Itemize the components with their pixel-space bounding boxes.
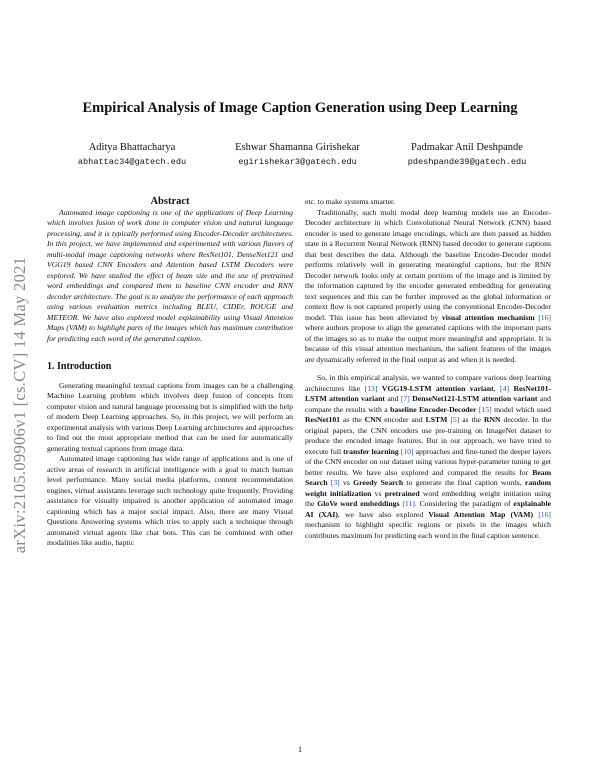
continued-text: etc. to make systems smarter. (305, 197, 396, 206)
citation-link[interactable]: [7] (400, 394, 410, 403)
abstract-text: Automated image captioning is one of the applications of Deep Learning which involves fusion of work done in computer vision and natural language processing, and it is typically performed using Encoder-Decoder architectures. In this project, we have implemented and experimented with various flavors of multi-modal image captioning networks where ResNet101, DenseNet121 and VGG19 based CNN Encoders and Attention based LSTM Decoders were explored. We have studied the effect of beam size and the use of pretrained word embeddings and compared them to baseline CNN encoder and RNN decoder architecture. The goal is to analyze the performance of each approach using various evaluation metrics including BLEU, CIDEr, ROUGE and METEOR. We have also explored model explainability using Visual Attention Maps (VAM) to highlight parts of the images which has maximum contribution for predicting each word of the generated caption. (47, 207, 293, 343)
citation-link[interactable]: [16] (538, 509, 551, 519)
left-column (47, 197, 293, 549)
author-2 (205, 142, 390, 167)
abstract-heading: Abstract (150, 196, 190, 207)
citation-link[interactable]: [16] (538, 312, 551, 322)
author-1 (62, 142, 202, 167)
citation-link[interactable]: [13] (364, 383, 378, 393)
author-name: Padmakar Anil Deshpande (411, 142, 523, 153)
intro-paragraph-2: Automated image captioning has wide range of applications and is one of active areas of research in artificial intelligence with a goal to match human level performance. Many social media platforms, content recommendation engines, virtual assistants leverage such technology quite frequently. Providing assistance for visually impaired is another application of automated image captioning which has a major social impact. Also, there are many Visual Questions Answering systems which tries to apply such a technique through automated virtual agents like chat bots. This can be combined with other modalities like audio, haptic (47, 454, 293, 547)
citation-link[interactable]: [5] (450, 415, 460, 424)
section-heading-introduction: 1. Introduction (47, 361, 112, 372)
right-paragraph-1: Traditionally, such multi modal deep learning models use an Encoder-Decoder architecture in which Convolutional Neural Network (CNN) based encoder is used to generate image encodings, which are then passed as hidden state in a Recurrent Neural Network (RNN) based decoder to generate captions that best describes the data. Although the baseline Encoder-Decoder model performs relatively well in generating meaningful captions, but the RNN Decoder network looks only at certain portions of the image and is limited by the information captured by the encoder generated embedding for generating text sequences and this can be further improved as the global information or context flow is not captured properly using the conventional Encoder-Decoder model. This issue has been alleviated by visual attention mechanism [16] where authors propose to align the generated captions with the important parts of the images so as to make the output more meaningful and appropriate. It is because of this visual attention mechanism, the salient features of the images are dynamically referred in the final output as and when it is needed. (305, 207, 551, 364)
right-column (305, 197, 551, 541)
citation-link[interactable]: [3] (330, 478, 340, 487)
arxiv-identifier: arXiv:2105.09906v1 [cs.CV] 14 May 2021 (10, 256, 29, 554)
author-email: pdeshpande39@gatech.edu (407, 157, 527, 167)
citation-link[interactable]: [10] (400, 446, 414, 456)
citation-link[interactable]: [15] (478, 404, 492, 414)
citation-link[interactable]: [11] (402, 499, 415, 508)
author-3 (382, 142, 552, 167)
author-name: Aditya Bhattacharya (88, 142, 176, 153)
citation-link[interactable]: [4] (500, 383, 510, 393)
author-email: abhattac34@gatech.edu (77, 157, 187, 167)
intro-paragraph-1: Generating meaningful textual captions from images can be a challenging Machine Learning problem which involves deep fusion of concepts from computer vision and natural language processing but is simplified with the help of modern Deep Learning approaches. So, in this project, we will perform an experimental analysis with various Deep Learning architectures and approaches to find out the most appropriate method that can be used for automatically generating textual captions from image data. (47, 380, 293, 453)
page-number: 1 (297, 744, 303, 754)
author-email: egirishekar3@gatech.edu (238, 157, 357, 167)
paper-title: Empirical Analysis of Image Caption Generation using Deep Learning (82, 100, 518, 116)
author-name: Eshwar Shamanna Girishekar (235, 142, 360, 153)
right-paragraph-2: So, in this empirical analysis, we wanted to compare various deep learning architectures like [13] VGG19-LSTM attention variant, [4] ResNet101-LSTM attention variant and [7] DenseNet121-LSTM attention variant and compare the results with a baseline Encoder-Decoder [15] model which used ResNet101 as the CNN encoder and LSTM [5] as the RNN decoder. In the original papers, the CNN encoders use pre-training on ImageNet dataset to produce the encoded image features. But in our approach, we have tried to execute full transfer learning [10] approaches and fine-tuned the deeper layers of the CNN encoder on our dataset using various hyper-parameter tuning to get better results. We have also explored and compared the results for Beam Search [3] vs Greedy Search to generate the final caption words, random weight initialization vs pretrained word embedding weight initiation using the GloVe word embeddings [11]. Considering the paradigm of explainable AI (XAI), we have also explored Visual Attention Map (VAM) [16] mechanism to highlight specific regions or pixels in the images which contributes maximum for predicting each word in the final caption sentence. (305, 373, 552, 540)
